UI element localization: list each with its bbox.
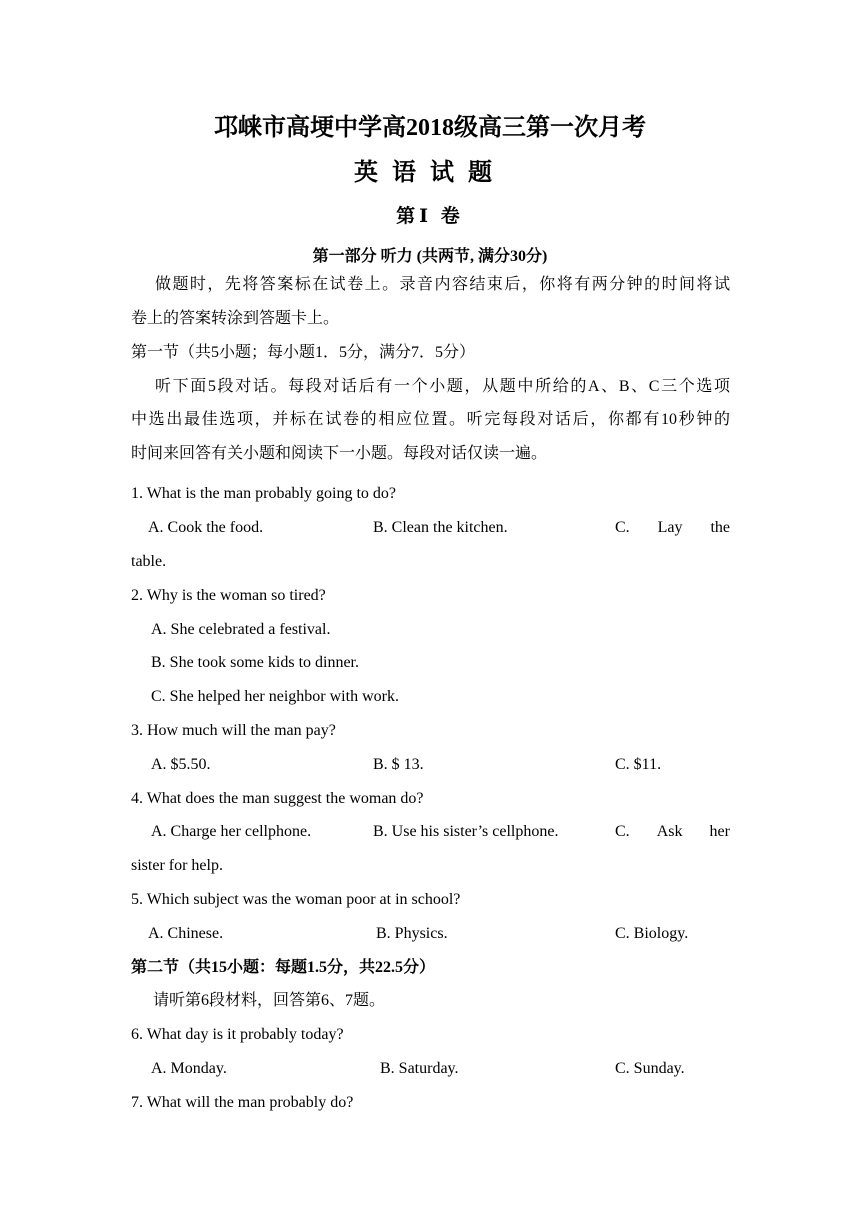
section1-instruction-line1: 听下面5段对话。每段对话后有一个小题，从题中所给的A、B、C三个选项 [155, 378, 730, 395]
general-instruction-line1: 做题时，先将答案标在试卷上。录音内容结束后，你将有两分钟的时间将试 [155, 276, 730, 293]
section1-instruction-line2: 中选出最佳选项，并标在试卷的相应位置。听完每段对话后，你都有10秒钟的 [131, 411, 730, 428]
question-4-option-c [615, 822, 730, 842]
question-1-stem: 1. What is the man probably going to do? [131, 485, 396, 502]
question-4-option-c-continued: sister for help. [131, 857, 223, 874]
question-4-option-c-word: C. [615, 823, 630, 840]
question-4-option-b: B. Use his sister’s cellphone. [373, 823, 559, 840]
question-6-option-c: C. Sunday. [615, 1060, 685, 1077]
question-1-option-c-word: Lay [657, 519, 683, 536]
question-4-option-c-word: her [709, 823, 730, 840]
question-5-option-b: B. Physics. [376, 925, 448, 942]
question-2-option-a: A. She celebrated a festival. [151, 621, 331, 638]
question-7-stem: 7. What will the man probably do? [131, 1094, 354, 1111]
question-4-option-a: A. Charge her cellphone. [151, 823, 312, 840]
question-3-option-a: A. $5.50. [151, 756, 211, 773]
section2-heading: 第二节（共15小题：每题1.5分，共22.5分） [131, 959, 436, 976]
exam-title: 邛崃市高埂中学高2018级高三第一次月考 [214, 115, 646, 141]
question-1-option-c [615, 518, 730, 538]
question-3-option-b: B. $ 13. [373, 756, 424, 773]
question-5-option-c: C. Biology. [615, 925, 689, 942]
part-heading: 第一部分 听力 (共两节, 满分30分) [312, 248, 548, 265]
question-2-option-c: C. She helped her neighbor with work. [151, 688, 399, 705]
question-5-option-a: A. Chinese. [148, 925, 224, 942]
question-6-option-b: B. Saturday. [380, 1060, 459, 1077]
section1-heading: 第一节（共5小题；每小题1．5分，满分7．5分） [131, 344, 476, 361]
question-2-option-b: B. She took some kids to dinner. [151, 654, 359, 671]
general-instruction-line2: 卷上的答案转涂到答题卡上。 [131, 310, 340, 327]
question-1-option-c-word: the [710, 519, 730, 536]
question-1-option-c-word: C. [615, 519, 630, 536]
question-5-stem: 5. Which subject was the woman poor at in school? [131, 891, 461, 908]
question-1-option-c-continued: table. [131, 553, 167, 570]
question-4-stem: 4. What does the man suggest the woman do? [131, 790, 424, 807]
question-3-option-c: C. $11. [615, 756, 662, 773]
question-2-stem: 2. Why is the woman so tired? [131, 587, 326, 604]
volume-heading: 第Ⅰ 卷 [396, 206, 464, 227]
section1-instruction-line3: 时间来回答有关小题和阅读下一小题。每段对话仅读一遍。 [131, 445, 548, 462]
question-4-option-c-word: Ask [656, 823, 683, 840]
question-6-option-a: A. Monday. [151, 1060, 227, 1077]
question-1-option-a: A. Cook the food. [148, 519, 264, 536]
exam-subtitle: 英语试题 [354, 160, 506, 186]
question-1-option-b: B. Clean the kitchen. [373, 519, 508, 536]
section2-note: 请听第6段材料，回答第6、7题。 [153, 992, 386, 1009]
question-3-stem: 3. How much will the man pay? [131, 722, 336, 739]
question-6-stem: 6. What day is it probably today? [131, 1026, 344, 1043]
